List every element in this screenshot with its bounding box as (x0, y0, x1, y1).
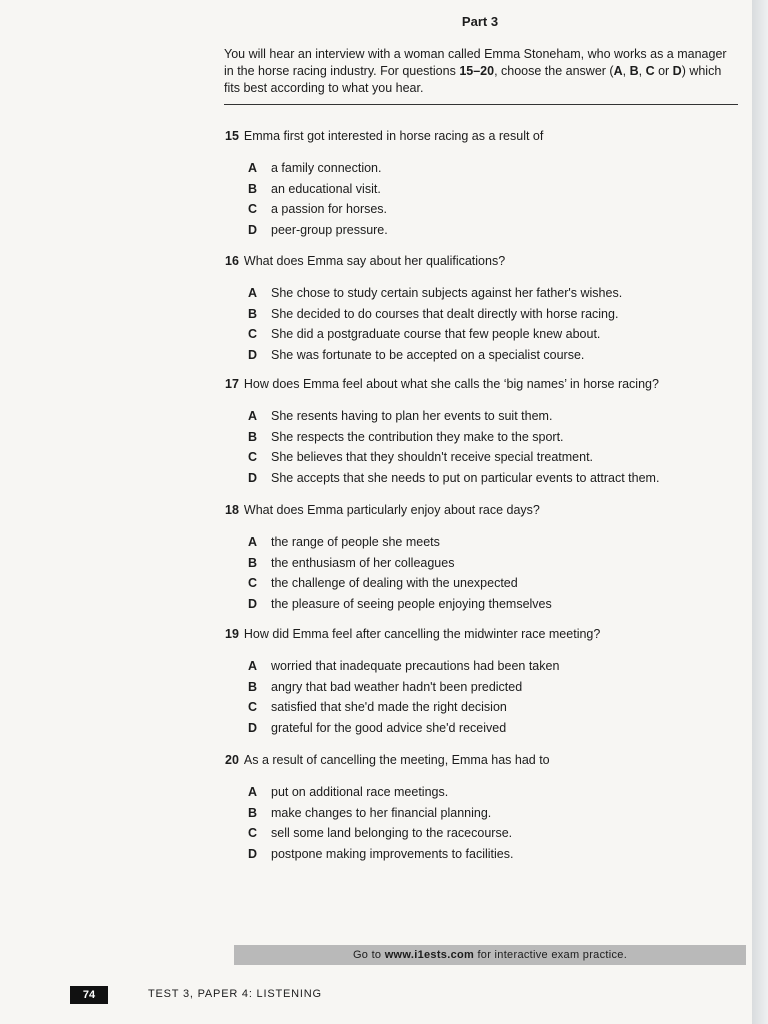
banner-link[interactable]: www.i1ests.com (384, 949, 475, 961)
option-letter: C (248, 327, 258, 341)
banner-prefix: Go to (352, 949, 385, 961)
page-edge (752, 0, 768, 1024)
option-d[interactable] (248, 345, 740, 366)
letter-b: B (629, 64, 639, 78)
option-b[interactable] (248, 677, 740, 698)
option-letter: B (248, 679, 258, 694)
option-text: postpone making improvements to facilities. (271, 846, 514, 861)
question-number: 20 (225, 753, 239, 767)
question-15 (225, 128, 740, 240)
question-17 (225, 376, 740, 488)
letter-c: C (645, 64, 655, 78)
option-letter: A (248, 659, 258, 673)
option-c[interactable] (248, 823, 740, 844)
question-number: 15 (225, 129, 239, 143)
option-c[interactable] (248, 199, 740, 220)
option-letter: D (248, 222, 258, 237)
separator-1: , (622, 64, 630, 78)
option-text: angry that bad weather hadn't been predicted (271, 679, 523, 694)
option-d[interactable] (248, 468, 740, 489)
option-letter: B (248, 429, 258, 444)
question-text: Emma first got interested in horse racing as a result of (243, 129, 544, 143)
option-d[interactable] (248, 844, 740, 865)
option-text: She believes that they shouldn't receive special treatment. (271, 450, 594, 464)
question-text: What does Emma particularly enjoy about race days? (243, 503, 540, 517)
option-text: peer-group pressure. (271, 222, 388, 237)
option-d[interactable] (248, 220, 740, 241)
option-text: worried that inadequate precautions had been taken (271, 659, 560, 673)
option-a[interactable] (248, 158, 740, 179)
option-letter: B (248, 306, 258, 321)
option-letter: A (248, 535, 258, 549)
banner-suffix: for interactive exam practice. (474, 949, 628, 961)
instructions-text-2: , choose the answer ( (494, 64, 614, 78)
divider (224, 104, 738, 105)
option-c[interactable] (248, 324, 740, 345)
part-title: Part 3 (461, 14, 499, 29)
option-text: an educational visit. (271, 181, 381, 196)
option-text: She did a postgraduate course that few people knew about. (271, 327, 601, 341)
separator-2: , (638, 64, 646, 78)
option-letter: B (248, 181, 258, 196)
question-number: 17 (225, 377, 239, 391)
letter-d: D (672, 64, 682, 78)
option-text: grateful for the good advice she'd received (271, 720, 507, 735)
option-d[interactable] (248, 594, 740, 615)
question-20 (225, 752, 740, 864)
option-letter: A (248, 286, 258, 300)
option-b[interactable] (248, 427, 740, 448)
option-b[interactable] (248, 304, 740, 325)
option-text: the pleasure of seeing people enjoying themselves (271, 596, 552, 611)
option-text: She accepts that she needs to put on particular events to attract them. (271, 470, 660, 485)
option-b[interactable] (248, 179, 740, 200)
option-text: a family connection. (271, 161, 382, 175)
option-text: put on additional race meetings. (271, 785, 449, 799)
footer-label: TEST 3, PAPER 4: LISTENING (148, 988, 322, 1000)
question-19 (225, 626, 740, 738)
option-a[interactable] (248, 782, 740, 803)
letter-a: A (613, 64, 623, 78)
option-text: the challenge of dealing with the unexpected (271, 576, 518, 590)
question-18 (225, 502, 740, 614)
option-text: the enthusiasm of her colleagues (271, 555, 455, 570)
option-letter: C (248, 826, 258, 840)
option-b[interactable] (248, 553, 740, 574)
option-letter: A (248, 161, 258, 175)
question-text: What does Emma say about her qualifications? (243, 254, 506, 268)
question-text: How does Emma feel about what she calls the ‘big names’ in horse racing? (243, 377, 659, 391)
option-b[interactable] (248, 803, 740, 824)
instructions-text-3: ) which fits best according to what you hear. (224, 64, 722, 95)
option-letter: C (248, 202, 258, 216)
option-a[interactable] (248, 283, 740, 304)
option-a[interactable] (248, 532, 740, 553)
option-letter: B (248, 555, 258, 570)
option-d[interactable] (248, 718, 740, 739)
option-letter: C (248, 700, 258, 714)
option-letter: B (248, 805, 258, 820)
option-letter: A (248, 409, 258, 423)
question-16 (225, 253, 740, 365)
question-number: 16 (225, 254, 239, 268)
option-c[interactable] (248, 697, 740, 718)
question-range: 15–20 (459, 64, 495, 78)
option-letter: A (248, 785, 258, 799)
option-text: She decided to do courses that dealt directly with horse racing. (271, 306, 619, 321)
option-c[interactable] (248, 573, 740, 594)
option-letter: D (248, 846, 258, 861)
option-text: satisfied that she'd made the right decision (271, 700, 507, 714)
option-letter: D (248, 596, 258, 611)
page-number: 74 (70, 986, 108, 1004)
option-text: make changes to her financial planning. (271, 805, 492, 820)
option-letter: D (248, 470, 258, 485)
option-a[interactable] (248, 656, 740, 677)
option-text: a passion for horses. (271, 202, 388, 216)
question-text: How did Emma feel after cancelling the midwinter race meeting? (243, 627, 601, 641)
option-text: She was fortunate to be accepted on a specialist course. (271, 347, 585, 362)
option-text: She respects the contribution they make to the sport. (271, 429, 564, 444)
question-number: 19 (225, 627, 239, 641)
option-text: sell some land belonging to the racecourse. (271, 826, 513, 840)
option-text: the range of people she meets (271, 535, 440, 549)
option-text: She chose to study certain subjects against her father's wishes. (271, 286, 623, 300)
option-letter: C (248, 450, 258, 464)
option-c[interactable] (248, 447, 740, 468)
practice-banner (234, 945, 746, 965)
separator-3: or (654, 64, 673, 78)
option-a[interactable] (248, 406, 740, 427)
option-letter: D (248, 347, 258, 362)
option-letter: D (248, 720, 258, 735)
question-number: 18 (225, 503, 239, 517)
instructions-text-1: You will hear an interview with a woman called Emma Stoneham, who works as a manager in the horse racing industry. For questions (224, 47, 727, 78)
question-text: As a result of cancelling the meeting, Emma has had to (243, 753, 550, 767)
option-text: She resents having to plan her events to suit them. (271, 409, 553, 423)
instructions (224, 46, 739, 97)
option-letter: C (248, 576, 258, 590)
